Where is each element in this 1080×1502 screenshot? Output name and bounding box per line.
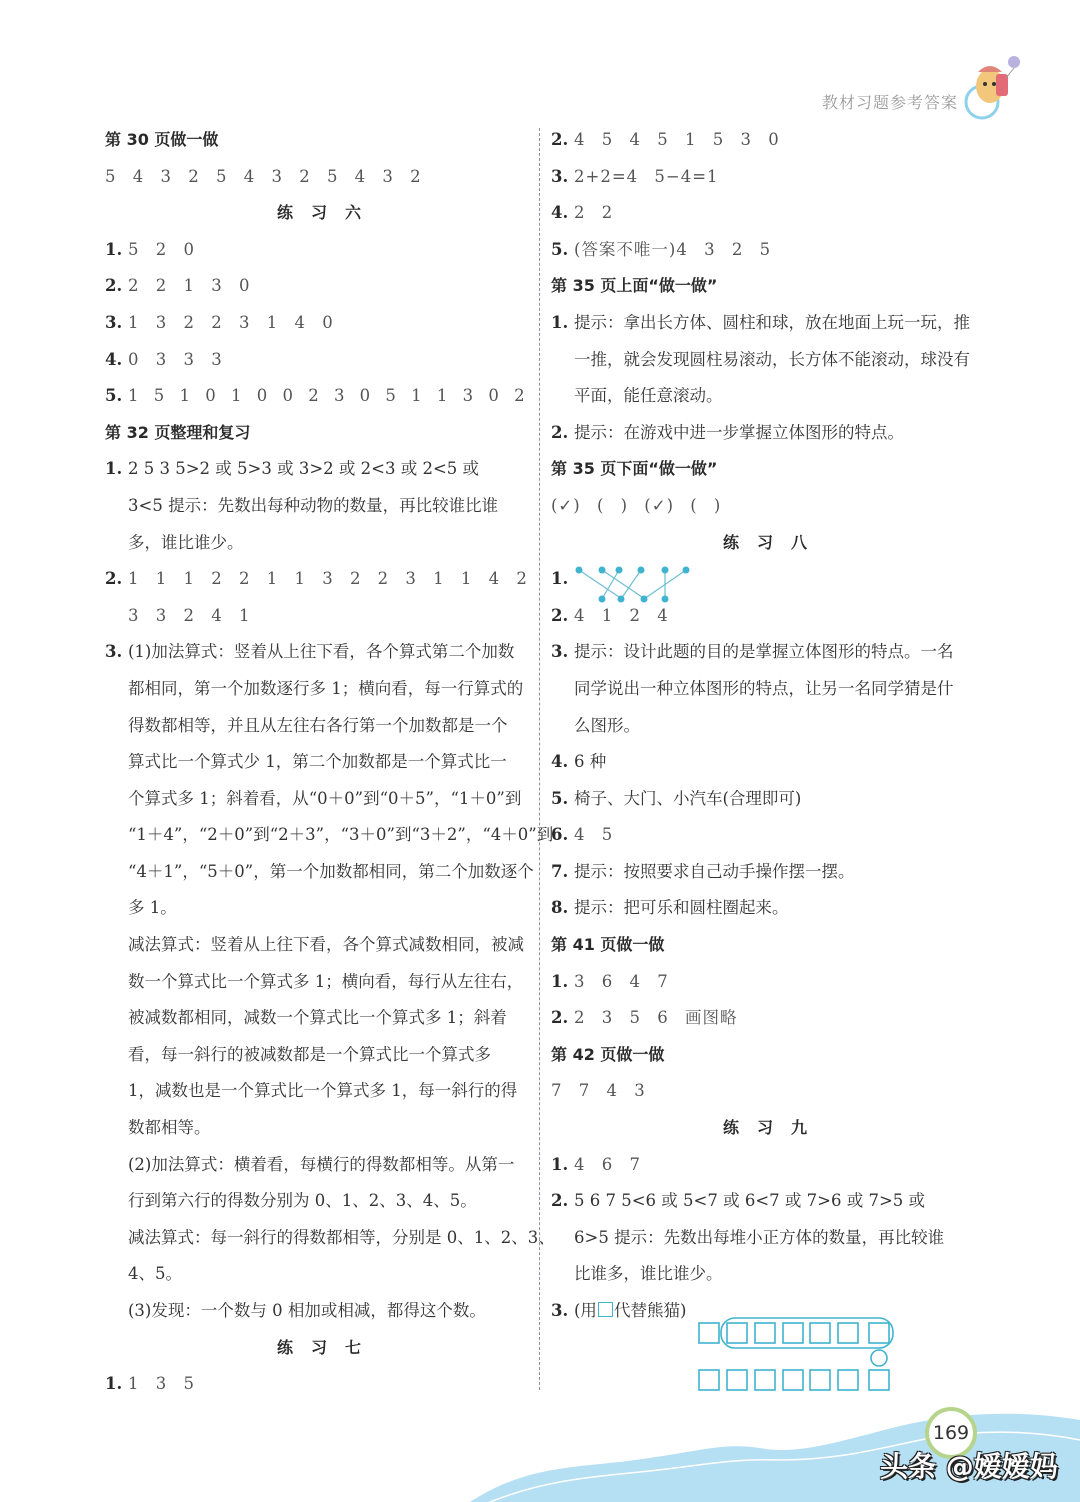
- answer-continuation: (2)加法算式：横着看，每横行的得数都相等。从第一: [128, 1154, 515, 1174]
- answer-continuation: 减法算式：每一斜行的得数都相等，分别是 0、1、2、3、: [128, 1227, 555, 1247]
- answer-continuation: “1＋4”，“2＋0”到“2＋3”，“3＋0”到“3＋2”，“4＋0”到: [128, 825, 554, 845]
- answer-continuation: (3)发现：一个数与 0 相加或相减，都得这个数。: [128, 1301, 486, 1320]
- answer-continuation: 被减数都相同，减数一个算式比一个算式多 1；斜着: [128, 1008, 507, 1028]
- answer-item: 2. 2 2 1 3 0: [105, 276, 251, 296]
- heading-page-32: 第 32 页整理和复习: [105, 422, 251, 442]
- answer-continuation: 比谁多，谁比谁少。: [574, 1264, 723, 1284]
- heading-page-42: 第 42 页做一做: [551, 1044, 665, 1064]
- answer-item: 3. (用 代替熊猫): [551, 1301, 687, 1320]
- page-header-label: 教材习题参考答案: [822, 93, 959, 112]
- answer-item: 1. 5 2 0: [105, 239, 195, 259]
- answer-item: 2. 4 1 2 4: [551, 605, 669, 625]
- answer-item: 4. 6 种: [551, 752, 607, 772]
- answer-item: 1. 1 3 5: [105, 1374, 195, 1394]
- answer-values: 5 4 3 2 5 4 3 2 5 4 3 2: [105, 166, 422, 186]
- panda-squares-diagram: [697, 1316, 897, 1392]
- watermark: 头条 @嫒嫒妈: [880, 1450, 1058, 1483]
- answer-values: 7 7 4 3: [551, 1081, 646, 1101]
- checkbox-answers: (✓) ( ) (✓) ( ): [551, 495, 722, 515]
- answer-item: 5. 椅子、大门、小汽车(合理即可): [551, 788, 802, 808]
- answer-item: 3. 2+2=4 5−4=1: [551, 166, 719, 186]
- answer-item: 1. 2 5 3 5>2 或 5>3 或 3>2 或 2<3 或 2<5 或: [105, 459, 480, 479]
- answer-item: 4. 2 2: [551, 203, 614, 223]
- right-column: [551, 122, 979, 1330]
- answer-continuation: 6>5 提示：先数出每堆小正方体的数量，再比较谁: [574, 1227, 945, 1247]
- column-divider: [539, 128, 540, 1390]
- answer-item: 6. 4 5: [551, 825, 614, 845]
- answer-continuation: 4、5。: [128, 1264, 182, 1284]
- section-title-exercise-8: 练习八: [722, 532, 825, 552]
- answer-item: 2. 5 6 7 5<6 或 5<7 或 6<7 或 7>6 或 7>5 或: [551, 1191, 926, 1211]
- answer-item: 2. 1 1 1 2 2 1 1 3 2 2 3 1 1 4 2: [105, 569, 528, 589]
- answer-continuation: 多 1。: [128, 898, 177, 918]
- answer-item: 4. 0 3 3 3: [105, 349, 223, 369]
- answer-item: 3. (1)加法算式：竖着从上往下看，各个算式第二个加数: [105, 642, 515, 662]
- heading-page-35-bottom: 第 35 页下面“做一做”: [551, 459, 718, 479]
- answer-item: 8. 提示：把可乐和圆柱圈起来。: [551, 898, 789, 918]
- answer-item: 3. 提示：设计此题的目的是掌握立体图形的特点。一名: [551, 642, 954, 662]
- heading-page-35-top: 第 35 页上面“做一做”: [551, 276, 718, 296]
- answer-item: 1.: [551, 569, 569, 589]
- section-title-exercise-6: 练习六: [276, 203, 379, 223]
- answer-item: 2. 提示：在游戏中进一步掌握立体图形的特点。: [551, 422, 904, 442]
- answer-continuation: 数都相等。: [128, 1118, 211, 1138]
- answer-item: 7. 提示：按照要求自己动手操作摆一摆。: [551, 861, 855, 881]
- answer-continuation: 3<5 提示：先数出每种动物的数量，再比较谁比谁: [128, 495, 499, 515]
- answer-continuation: 同学说出一种立体图形的特点，让另一名同学猜是什: [574, 678, 954, 698]
- matching-lines-diagram: [570, 564, 700, 608]
- answer-item: 1. 提示：拿出长方体、圆柱和球，放在地面上玩一玩，推: [551, 312, 970, 332]
- answer-continuation: 算式比一个算式少 1，第二个加数都是一个算式比一: [128, 752, 507, 772]
- answer-item: 1. 4 6 7: [551, 1154, 641, 1174]
- answer-item: 2. 4 5 4 5 1 5 3 0: [551, 130, 780, 149]
- page-number: 169: [925, 1407, 977, 1459]
- answer-continuation: 平面，能任意滚动。: [574, 386, 723, 406]
- answer-continuation: 减法算式：竖着从上往下看，各个算式减数相同，被减: [128, 935, 524, 955]
- answer-continuation: 看，每一斜行的被减数都是一个算式比一个算式多: [128, 1044, 491, 1064]
- answer-continuation: 行到第六行的得数分别为 0、1、2、3、4、5。: [128, 1191, 477, 1211]
- square-symbol-icon: [598, 1302, 613, 1317]
- left-column: [105, 122, 555, 1403]
- answer-continuation: 都相同，第一个加数逐行多 1；横向看，每一行算式的: [128, 678, 524, 698]
- answer-item: 1. 3 6 4 7: [551, 971, 669, 991]
- section-title-exercise-9: 练习九: [722, 1118, 825, 1138]
- answer-continuation: 一推，就会发现圆柱易滚动，长方体不能滚动，球没有: [574, 349, 970, 369]
- section-title-exercise-7: 练习七: [276, 1337, 379, 1357]
- answer-item: 5. (答案不唯一)4 3 2 5: [551, 239, 772, 259]
- mascot-icon: [958, 52, 1028, 122]
- answer-item: 2. 2 3 5 6 画图略: [551, 1008, 738, 1028]
- answer-continuation: 1，减数也是一个算式比一个算式多 1，每一斜行的得: [128, 1081, 518, 1101]
- heading-page-41: 第 41 页做一做: [551, 935, 665, 955]
- answer-continuation: 多，谁比谁少。: [128, 532, 244, 552]
- answer-item: 5. 1 5 1 0 1 0 0 2 3 0 5 1 1 3 0 2: [105, 386, 526, 406]
- heading-page-30: 第 30 页做一做: [105, 130, 219, 149]
- answer-continuation: 个算式多 1；斜着看，从“0＋0”到“0＋5”，“1＋0”到: [128, 788, 522, 808]
- answer-item: 3. 1 3 2 2 3 1 4 0: [105, 312, 334, 332]
- answer-continuation: 数一个算式比一个算式多 1；横向看，每行从左往右，: [128, 971, 524, 991]
- answer-continuation: “4＋1”，“5＋0”，第一个加数都相同，第二个加数逐个: [128, 861, 534, 881]
- answer-continuation: 得数都相等，并且从左往右各行第一个加数都是一个: [128, 715, 508, 735]
- answer-continuation: 么图形。: [574, 715, 640, 735]
- answer-continuation: 3 3 2 4 1: [128, 605, 251, 625]
